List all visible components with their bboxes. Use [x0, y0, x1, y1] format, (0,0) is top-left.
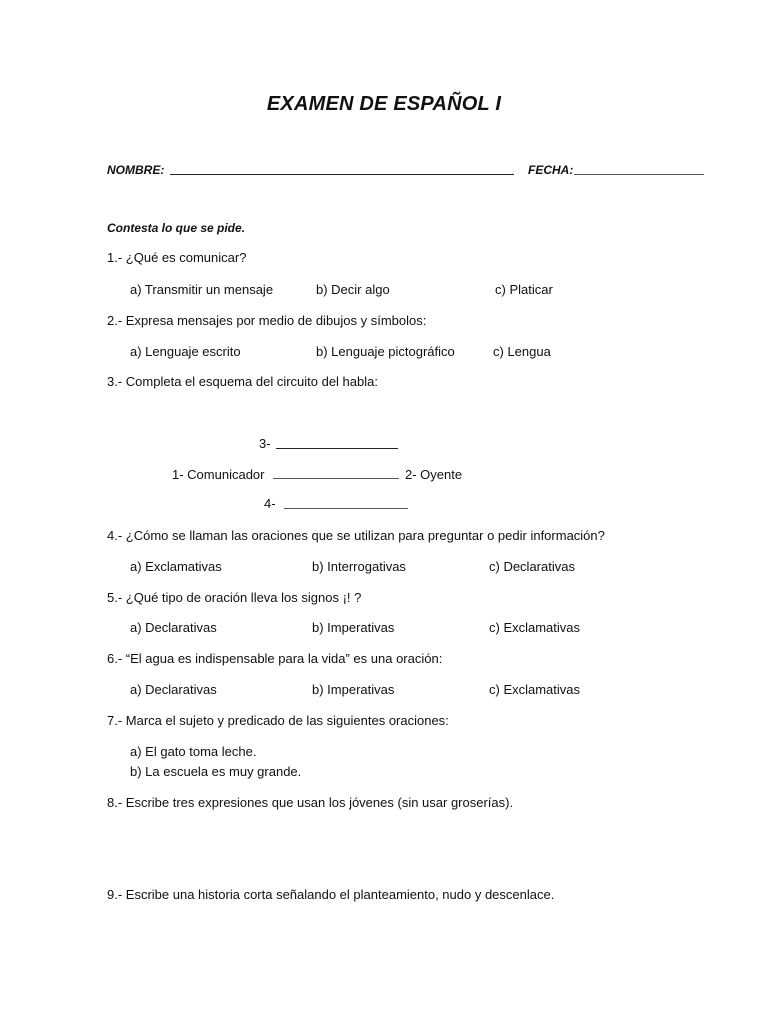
instruction: Contesta lo que se pide.: [107, 221, 246, 235]
question-1: 1.- ¿Qué es comunicar?: [107, 250, 247, 265]
exam-title: EXAMEN DE ESPAÑOL I: [266, 93, 502, 115]
circuit-label-1: 1- Comunicador: [172, 467, 265, 482]
question-9: 9.- Escribe una historia corta señalando el planteamiento, nudo y descenlace.: [107, 887, 555, 902]
circuit-label-4: 4-: [264, 496, 276, 511]
name-label: NOMBRE:: [107, 163, 165, 177]
question-6: 6.- “El agua es indispensable para la vida” es una oración:: [107, 651, 443, 666]
date-line[interactable]: [574, 174, 704, 175]
q5-option-a[interactable]: a) Declarativas: [130, 620, 217, 635]
circuit-label-3: 3-: [259, 436, 271, 451]
q5-option-b[interactable]: b) Imperativas: [312, 620, 395, 635]
question-5: 5.- ¿Qué tipo de oración lleva los signos ¡! ?: [107, 590, 362, 605]
name-line[interactable]: [170, 174, 514, 175]
q4-option-b[interactable]: b) Interrogativas: [312, 559, 406, 574]
q4-option-c[interactable]: c) Declarativas: [489, 559, 575, 574]
question-7: 7.- Marca el sujeto y predicado de las siguientes oraciones:: [107, 713, 449, 728]
q6-option-c[interactable]: c) Exclamativas: [489, 682, 581, 697]
q1-option-c[interactable]: c) Platicar: [495, 282, 553, 297]
q5-option-c[interactable]: c) Exclamativas: [489, 620, 581, 635]
q4-option-a[interactable]: a) Exclamativas: [130, 559, 222, 574]
question-8: 8.- Escribe tres expresiones que usan los jóvenes (sin usar groserías).: [107, 795, 514, 810]
circuit-blank-3[interactable]: [276, 448, 398, 449]
q6-option-a[interactable]: a) Declarativas: [130, 682, 217, 697]
q1-option-a[interactable]: a) Transmitir un mensaje: [130, 282, 274, 297]
q1-option-b[interactable]: b) Decir algo: [316, 282, 390, 297]
question-4: 4.- ¿Cómo se llaman las oraciones que se utilizan para preguntar o pedir información?: [107, 528, 605, 543]
q2-option-b[interactable]: b) Lenguaje pictográfico: [316, 344, 455, 359]
question-2: 2.- Expresa mensajes por medio de dibujos y símbolos:: [107, 313, 427, 328]
q7-sentence-a[interactable]: a) El gato toma leche.: [130, 744, 257, 759]
q2-option-a[interactable]: a) Lenguaje escrito: [130, 344, 241, 359]
q6-option-b[interactable]: b) Imperativas: [312, 682, 395, 697]
q2-option-c[interactable]: c) Lengua: [493, 344, 551, 359]
circuit-blank-middle[interactable]: [273, 478, 399, 479]
circuit-blank-4[interactable]: [284, 508, 408, 509]
question-3: 3.- Completa el esquema del circuito del habla:: [107, 374, 378, 389]
circuit-label-2: 2- Oyente: [405, 467, 463, 482]
date-label: FECHA:: [528, 163, 574, 177]
q7-sentence-b[interactable]: b) La escuela es muy grande.: [130, 764, 302, 779]
